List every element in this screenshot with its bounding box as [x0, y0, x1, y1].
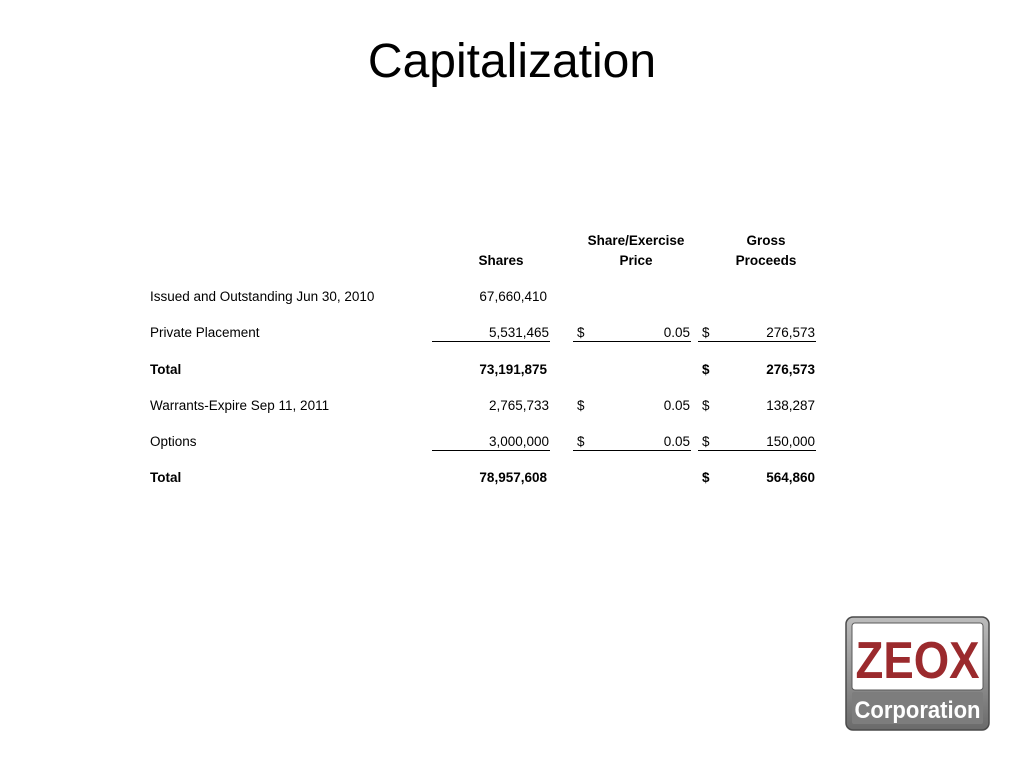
zeox-logo — [845, 616, 990, 731]
header-shares: Shares — [478, 253, 524, 268]
row-shares: 73,191,875 — [479, 362, 547, 377]
row-gross-currency: $ — [702, 325, 710, 340]
row-shares: 78,957,608 — [479, 470, 547, 485]
slide-title: Capitalization — [367, 35, 657, 88]
row-gross-currency: $ — [702, 398, 710, 413]
underline — [432, 341, 550, 342]
header-gross-line1: Gross — [746, 233, 786, 248]
underline — [573, 341, 691, 342]
row-price-currency: $ — [577, 325, 585, 340]
row-shares: 3,000,000 — [488, 434, 549, 449]
row-gross-currency: $ — [702, 362, 710, 377]
row-label: Warrants-Expire Sep 11, 2011 — [150, 398, 330, 413]
row-label: Total — [150, 470, 182, 485]
row-gross: 138,287 — [766, 398, 815, 413]
row-price: 0.05 — [663, 434, 690, 449]
row-price: 0.05 — [663, 398, 690, 413]
row-shares: 67,660,410 — [479, 289, 547, 304]
row-gross: 276,573 — [766, 325, 815, 340]
header-price-line2: Price — [619, 253, 653, 268]
underline — [432, 450, 550, 451]
logo-corporation-text: Corporation — [854, 697, 981, 724]
row-shares: 5,531,465 — [488, 325, 549, 340]
row-price-currency: $ — [577, 398, 585, 413]
row-label: Total — [150, 362, 182, 377]
underline — [698, 450, 816, 451]
row-shares: 2,765,733 — [488, 398, 549, 413]
underline — [573, 450, 691, 451]
row-price-currency: $ — [577, 434, 585, 449]
row-price: 0.05 — [663, 325, 690, 340]
row-gross-currency: $ — [702, 470, 710, 485]
row-gross-currency: $ — [702, 434, 710, 449]
row-gross: 564,860 — [766, 470, 815, 485]
header-gross-line2: Proceeds — [735, 253, 797, 268]
row-gross: 150,000 — [766, 434, 815, 449]
row-gross: 276,573 — [766, 362, 815, 377]
underline — [698, 341, 816, 342]
row-label: Issued and Outstanding Jun 30, 2010 — [150, 289, 375, 304]
row-label: Options — [150, 434, 197, 449]
header-price-line1: Share/Exercise — [587, 233, 685, 248]
logo-zeox-text: ZEOX — [855, 632, 980, 690]
row-label: Private Placement — [150, 325, 260, 340]
